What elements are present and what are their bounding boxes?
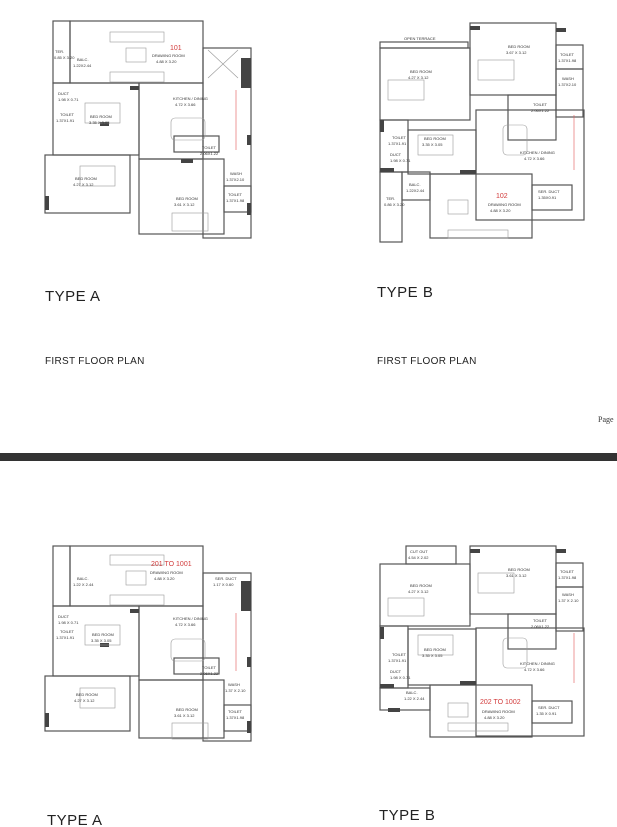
room-toilet-3: TOILET — [228, 192, 242, 197]
room-toilet-2: TOILET — [202, 145, 216, 150]
room-drawing: DRAWING ROOM — [482, 709, 515, 714]
room-toilet-3-dim: 1.37X1.98 — [226, 715, 245, 720]
type-b-label: TYPE B — [379, 807, 436, 824]
room-ter-dim: 0.86 X 3.20 — [384, 202, 405, 207]
room-ter: TER. — [386, 196, 396, 201]
room-kitchen: KITCHEN / DINING — [520, 661, 555, 666]
room-balc: BALC. — [77, 57, 89, 62]
room-wash: WASH — [562, 76, 574, 81]
room-toilet-1-dim: 1.37X1.91 — [56, 118, 75, 123]
room-toilet-3: TOILET — [392, 652, 406, 657]
first-floor-plan-label-b: FIRST FLOOR PLAN — [377, 356, 477, 367]
room-drawing: DRAWING ROOM — [150, 570, 183, 575]
room-ser-duct: SER. DUCT — [538, 705, 560, 710]
room-balc: BALC. — [409, 182, 421, 187]
unit-number: 201 TO 1001 — [151, 561, 192, 568]
room-bed-3-dim: 3.61 X 3.12 — [174, 713, 195, 718]
room-ser-duct: SER. DUCT — [215, 576, 237, 581]
room-kitchen-dim: 4.72 X 3.66 — [175, 102, 196, 107]
room-bed-2-dim: 4.27 X 3.12 — [74, 698, 95, 703]
room-toilet-2: TOILET — [533, 102, 547, 107]
room-toilet-2-dim: 2.06X1.22 — [200, 151, 219, 156]
room-ter-dim: 0.85 X 3.20 — [54, 55, 75, 60]
room-wash: WASH — [562, 592, 574, 597]
room-balc: BALC. — [77, 576, 89, 581]
room-bed-3: BED ROOM — [424, 136, 446, 141]
room-toilet-3-dim: 1.37X1.98 — [226, 198, 245, 203]
floor-plan-type-a-first — [40, 18, 260, 240]
room-kitchen-dim: 4.72 X 3.66 — [175, 622, 196, 627]
room-toilet-1: TOILET — [60, 629, 74, 634]
room-duct-dim: 1.98 X 0.71 — [58, 97, 79, 102]
room-toilet-1: TOILET — [560, 52, 574, 57]
room-bed-2: BED ROOM — [410, 583, 432, 588]
room-bed-2: BED ROOM — [76, 692, 98, 697]
room-toilet-1-dim: 1.37X1.91 — [56, 635, 75, 640]
room-cut-out: CUT OUT — [410, 549, 428, 554]
room-bed-1-dim: 3.61 X 3.12 — [506, 573, 527, 578]
room-drawing-dim: 4.88 X 3.20 — [156, 59, 177, 64]
type-a-label: TYPE A — [45, 288, 101, 305]
room-toilet-2: TOILET — [533, 618, 547, 623]
room-duct-dim: 1.98 X 0.71 — [58, 620, 79, 625]
room-drawing: DRAWING ROOM — [488, 202, 521, 207]
room-wash-dim: 1.37 X 2.10 — [558, 598, 579, 603]
room-wash-dim: 1.37X2.10 — [558, 82, 577, 87]
room-drawing-dim: 4.88 X 3.20 — [490, 208, 511, 213]
room-bed-1: BED ROOM — [92, 632, 114, 637]
room-toilet-3: TOILET — [228, 709, 242, 714]
room-bed-2-dim: 4.27 X 3.12 — [408, 589, 429, 594]
room-balc-dim: 1.22 X 2.44 — [73, 582, 94, 587]
room-kitchen: KITCHEN / DINING — [520, 150, 555, 155]
room-bed-3: BED ROOM — [424, 647, 446, 652]
room-bed-2-dim: 4.27 X 3.12 — [408, 75, 429, 80]
room-drawing-dim: 4.88 X 3.20 — [484, 715, 505, 720]
unit-number: 101 — [170, 45, 182, 52]
room-toilet-1-dim: 1.37X1.98 — [558, 575, 577, 580]
room-drawing: DRAWING ROOM — [152, 53, 185, 58]
room-bed-3-dim: 3.35 X 3.05 — [422, 142, 443, 147]
room-toilet-1: TOILET — [60, 112, 74, 117]
room-wash: WASH — [230, 171, 242, 176]
room-balc-dim: 1.22X2.44 — [73, 63, 92, 68]
room-toilet-1: TOILET — [560, 569, 574, 574]
room-duct-dim: 1.98 X 0.71 — [390, 675, 411, 680]
unit-number: 202 TO 1002 — [480, 699, 521, 706]
room-bed-2: BED ROOM — [410, 69, 432, 74]
room-bed-1: BED ROOM — [508, 44, 530, 49]
room-cut-out-dim: 4.54 X 2.02 — [408, 555, 429, 560]
room-balc: BALC. — [406, 690, 418, 695]
room-toilet-3-dim: 1.37X1.91 — [388, 141, 407, 146]
room-duct: DUCT — [390, 152, 402, 157]
unit-number: 102 — [496, 193, 508, 200]
open-terrace: OPEN TERRACE — [404, 36, 436, 41]
room-duct-dim: 1.98 X 0.71 — [390, 158, 411, 163]
room-duct: DUCT — [390, 669, 402, 674]
room-bed-1: BED ROOM — [90, 114, 112, 119]
room-bed-2: BED ROOM — [75, 176, 97, 181]
room-drawing-dim: 4.88 X 3.20 — [154, 576, 175, 581]
room-bed-1-dim: 3.67 X 3.12 — [506, 50, 527, 55]
bottom-page — [0, 461, 617, 827]
room-ter: TER. — [55, 49, 65, 54]
room-wash-dim: 1.37X2.10 — [226, 177, 245, 182]
room-ser-duct-dim: 1.35 X 0.91 — [536, 711, 557, 716]
room-balc-dim: 1.22X2.44 — [406, 188, 425, 193]
first-floor-plan-label-a: FIRST FLOOR PLAN — [45, 356, 145, 367]
room-balc-dim: 1.22 X 2.44 — [404, 696, 425, 701]
room-kitchen: KITCHEN / DINING — [173, 616, 208, 621]
room-toilet-2-dim: 2.06X1.22 — [531, 624, 550, 629]
room-wash-dim: 1.37 X 2.10 — [225, 688, 246, 693]
floor-plan-type-b-typical — [378, 543, 588, 743]
room-toilet-2: TOILET — [202, 665, 216, 670]
room-bed-1-dim: 3.35 X 3.05 — [91, 638, 112, 643]
room-bed-3: BED ROOM — [176, 196, 198, 201]
room-bed-1: BED ROOM — [508, 567, 530, 572]
room-bed-2-dim: 4.27 X 3.12 — [73, 182, 94, 187]
page-divider — [0, 453, 617, 461]
floor-plan-type-b-first — [378, 20, 588, 245]
room-toilet-2-dim: 2.06X1.22 — [200, 671, 219, 676]
room-kitchen: KITCHEN / DINING — [173, 96, 208, 101]
room-duct: DUCT — [58, 614, 70, 619]
page-marker: Page — [598, 415, 614, 424]
room-kitchen-dim: 4.72 X 3.66 — [524, 156, 545, 161]
room-toilet-1-dim: 1.37X1.98 — [558, 58, 577, 63]
room-toilet-3-dim: 1.37X1.91 — [388, 658, 407, 663]
room-ser-duct: SER. DUCT — [538, 189, 560, 194]
room-wash: WASH — [228, 682, 240, 687]
type-a-label: TYPE A — [47, 812, 103, 827]
floor-plan-type-a-typical — [40, 543, 260, 743]
room-bed-1-dim: 3.35 X 3.05 — [89, 120, 110, 125]
room-toilet-2-dim: 2.06X1.22 — [531, 108, 550, 113]
room-bed-3-dim: 3.35 X 3.05 — [422, 653, 443, 658]
room-duct: DUCT — [58, 91, 70, 96]
room-ser-duct-dim: 1.35X0.91 — [538, 195, 557, 200]
room-bed-3: BED ROOM — [176, 707, 198, 712]
room-kitchen-dim: 4.72 X 3.66 — [524, 667, 545, 672]
type-b-label: TYPE B — [377, 284, 434, 301]
room-toilet-3: TOILET — [392, 135, 406, 140]
room-ser-duct-dim: 1.17 X 0.60 — [213, 582, 234, 587]
room-bed-3-dim: 3.61 X 3.12 — [174, 202, 195, 207]
